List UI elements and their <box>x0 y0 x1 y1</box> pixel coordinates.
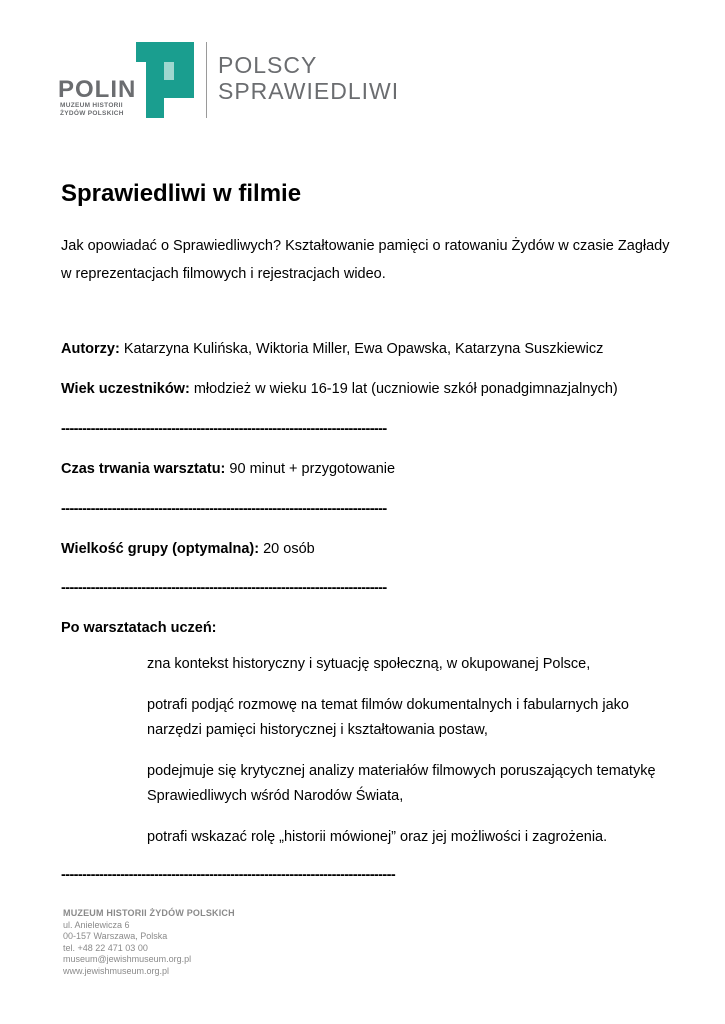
project-title: POLSCY SPRAWIEDLIWI <box>218 52 400 104</box>
authors-line: Autorzy: Katarzyna Kulińska, Wiktoria Miller, Ewa Opawska, Katarzyna Suszkiewicz <box>61 341 604 357</box>
outcomes-heading: Po warsztatach uczeń: <box>61 620 217 636</box>
list-item: potrafi podjąć rozmowę na temat filmów dokumentalnych i fabularnych jako narzędzi pamięci historycznej i kształtowania postaw, <box>147 697 629 738</box>
separator-2: ----------------------------------------------------------------------------- <box>61 501 387 517</box>
age-line: Wiek uczestników: młodzież w wieku 16-19 lat (uczniowie szkół ponadgimnazjalnych) <box>61 381 618 397</box>
footer-street: ul. Anielewicza 6 <box>63 919 130 930</box>
list-item: potrafi wskazać rolę „historii mówionej” oraz jej możliwości i zagrożenia. <box>147 829 608 845</box>
separator-3: ----------------------------------------------------------------------------- <box>61 580 387 596</box>
document-header <box>58 38 458 128</box>
footer-address <box>63 908 235 977</box>
header-divider <box>206 42 207 118</box>
footer-website: www.jewishmuseum.org.pl <box>63 965 170 976</box>
separator-4: ------------------------------------------------------------------------------- <box>61 867 396 883</box>
footer-museum-name: MUZEUM HISTORII ŻYDÓW POLSKICH <box>63 908 235 918</box>
polin-wordmark: POLIN <box>58 76 137 103</box>
footer-phone: tel. +48 22 471 03 00 <box>63 942 148 953</box>
footer-email: museum@jewishmuseum.org.pl <box>63 954 192 964</box>
duration-line: Czas trwania warsztatu: 90 minut + przygotowanie <box>61 461 396 477</box>
list-item: podejmuje się krytycznej analizy materiałów filmowych poruszających tematykę Sprawiedliwych wśród Narodów Świata, <box>147 763 656 804</box>
outcomes-list <box>147 652 667 866</box>
group-size-line: Wielkość grupy (optymalna): 20 osób <box>61 541 315 557</box>
separator-1: ----------------------------------------------------------------------------- <box>61 421 387 437</box>
polin-subtitle: MUZEUM HISTORII ŻYDÓW POLSKICH <box>60 102 124 117</box>
intro-text: Jak opowiadać o Sprawiedliwych? Kształtowanie pamięci o ratowaniu Żydów w czasie Zagłady w reprezentacjach filmowych i rejestracjach wideo. <box>61 238 670 282</box>
footer-city: 00-157 Warszawa, Polska <box>63 931 168 941</box>
polin-logo-icon <box>136 42 194 118</box>
page-title: Sprawiedliwi w filmie <box>61 180 302 207</box>
list-item: zna kontekst historyczny i sytuację społeczną, w okupowanej Polsce, <box>147 656 591 672</box>
